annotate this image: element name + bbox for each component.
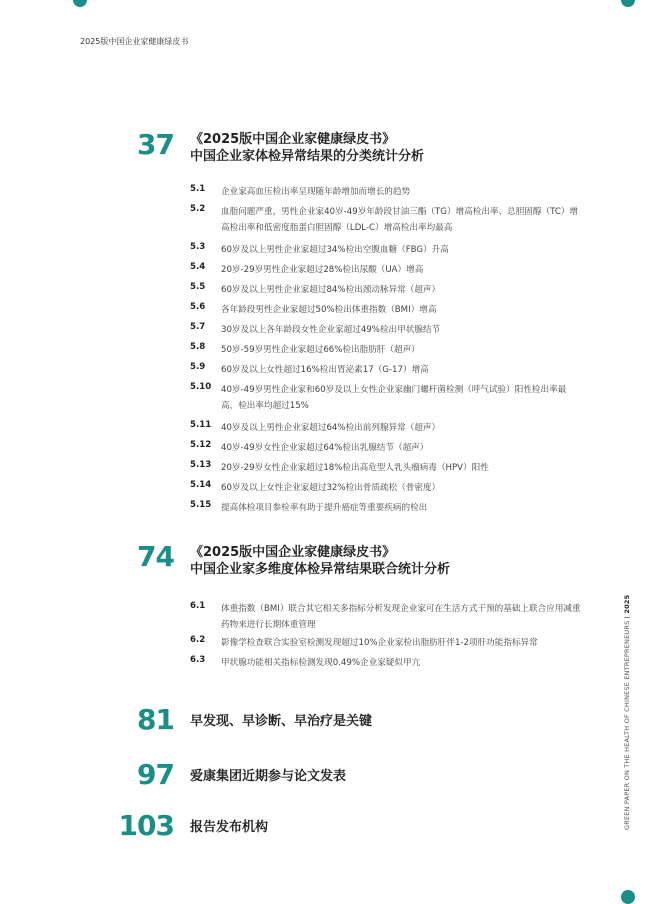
subsection-text: 50岁-59岁男性企业家超过66%检出脂肪肝（超声）: [221, 345, 420, 355]
toc-subsection[interactable]: [190, 601, 590, 635]
toc-subsection[interactable]: [190, 282, 610, 302]
toc-section-title: [190, 131, 424, 165]
toc-title-line2: 中国企业家多维度体检异常结果联合统计分析: [190, 562, 451, 577]
sidebar-text: GREEN PAPER ON THE HEALTH OF CHINESE ENTREPRENEURS: [623, 620, 631, 830]
subsection-number: 5.11: [190, 420, 212, 430]
running-header: 2025版中国企业家健康绿皮书: [80, 37, 189, 46]
toc-page-number: 74: [137, 540, 174, 573]
subsection-number: 6.3: [190, 655, 206, 665]
toc-title-line2: 中国企业家体检异常结果的分类统计分析: [190, 149, 425, 164]
toc-chapter-title: 报告发布机构: [190, 820, 269, 835]
subsection-number: 5.8: [190, 342, 206, 352]
toc-page-number: 103: [118, 809, 174, 842]
subsection-number: 5.12: [190, 440, 212, 450]
toc-subsection[interactable]: [190, 420, 610, 440]
toc-chapter-title: 早发现、早诊断、早治疗是关键: [190, 714, 373, 729]
subsection-text: 30岁及以上各年龄段女性企业家超过49%检出甲状腺结节: [221, 325, 441, 335]
decor-dot-top-left: [73, 0, 87, 7]
subsection-number: 5.13: [190, 460, 212, 470]
subsection-text: 40岁及以上男性企业家超过64%检出前列腺异常（超声）: [221, 423, 441, 433]
toc-subsection[interactable]: [190, 242, 610, 262]
subsection-number: 6.2: [190, 635, 206, 645]
toc-chapter-title: 爱康集团近期参与论文发表: [190, 769, 347, 784]
toc-page-number: 37: [137, 128, 174, 161]
subsection-text: 20岁-29岁女性企业家超过18%检出高危型人乳头瘤病毒（HPV）阳性: [221, 463, 489, 473]
toc-subsection[interactable]: [190, 184, 610, 204]
toc-subsection[interactable]: [190, 635, 590, 655]
subsection-text: 企业家高血压检出率呈现随年龄增加而增长的趋势: [221, 187, 411, 197]
toc-subsection[interactable]: [190, 460, 610, 480]
subsection-text: 各年龄段男性企业家超过50%检出体重指数（BMI）增高: [221, 305, 437, 315]
toc-subsection-list: [190, 184, 610, 520]
toc-subsection[interactable]: [190, 440, 610, 460]
toc-page-number: 97: [137, 758, 174, 791]
subsection-text: 40岁-49岁女性企业家超过64%检出乳腺结节（超声）: [221, 443, 429, 453]
toc-subsection-list: [190, 601, 590, 675]
subsection-text: 提高体检项目参检率有助于提升癌症等重要疾病的检出: [221, 503, 428, 513]
subsection-number: 5.1: [190, 184, 206, 194]
toc-subsection[interactable]: [190, 382, 610, 420]
sidebar-vertical-caption: [623, 595, 631, 830]
toc-title-line1: 《2025版中国企业家健康绿皮书》: [190, 545, 396, 560]
subsection-text: 血脂问题严重，男性企业家40岁-49岁年龄段甘油三酯（TG）增高检出率、总胆固醇（TC）增高检出率和低密度脂蛋白胆固醇（LDL-C）增高检出率均最高: [221, 207, 579, 233]
toc-subsection[interactable]: [190, 322, 610, 342]
subsection-text: 60岁及以上男性企业家超过34%检出空腹血糖（FBG）升高: [221, 245, 449, 255]
subsection-text: 影像学检查联合实验室检测发现超过10%企业家检出脂肪肝伴1-2项肝功能指标异常: [221, 638, 538, 648]
subsection-number: 5.9: [190, 362, 206, 372]
toc-subsection[interactable]: [190, 204, 610, 242]
subsection-number: 5.6: [190, 302, 206, 312]
toc-subsection[interactable]: [190, 500, 610, 520]
toc-subsection[interactable]: [190, 480, 610, 500]
subsection-number: 5.4: [190, 262, 206, 272]
decor-dot-bottom-right: [621, 890, 635, 904]
subsection-text: 60岁及以上女性超过16%检出胃泌素17（G-17）增高: [221, 365, 429, 375]
subsection-number: 5.14: [190, 480, 212, 490]
sidebar-divider: [624, 617, 630, 618]
subsection-number: 5.5: [190, 282, 206, 292]
subsection-number: 5.10: [190, 382, 212, 392]
toc-section-title: [190, 544, 450, 578]
subsection-text: 甲状腺功能相关指标检测发现0.49%企业家疑似甲亢: [221, 658, 421, 668]
sidebar-year: 2025: [623, 594, 631, 614]
subsection-number: 6.1: [190, 601, 206, 611]
toc-subsection[interactable]: [190, 262, 610, 282]
decor-dot-top-right: [621, 0, 635, 7]
toc-subsection[interactable]: [190, 362, 610, 382]
subsection-text: 40岁-49岁男性企业家和60岁及以上女性企业家幽门螺杆菌检测（呼气试验）阳性检出率最高，检出率均超过15%: [221, 385, 567, 411]
subsection-number: 5.3: [190, 242, 206, 252]
toc-page-number: 81: [137, 703, 174, 736]
toc-subsection[interactable]: [190, 342, 610, 362]
subsection-text: 20岁-29岁男性企业家超过28%检出尿酸（UA）增高: [221, 265, 424, 275]
toc-subsection[interactable]: [190, 655, 590, 675]
subsection-number: 5.7: [190, 322, 206, 332]
subsection-number: 5.15: [190, 500, 212, 510]
subsection-number: 5.2: [190, 204, 206, 214]
subsection-text: 体重指数（BMI）联合其它相关多指标分析发现企业家可在生活方式干预的基础上联合应用减重药物来进行长期体重管理: [221, 604, 581, 630]
subsection-text: 60岁及以上女性企业家超过32%检出骨质疏松（骨密度）: [221, 483, 441, 493]
subsection-text: 60岁及以上男性企业家超过84%检出颈动脉异常（超声）: [221, 285, 441, 295]
toc-title-line1: 《2025版中国企业家健康绿皮书》: [190, 132, 396, 147]
toc-subsection[interactable]: [190, 302, 610, 322]
